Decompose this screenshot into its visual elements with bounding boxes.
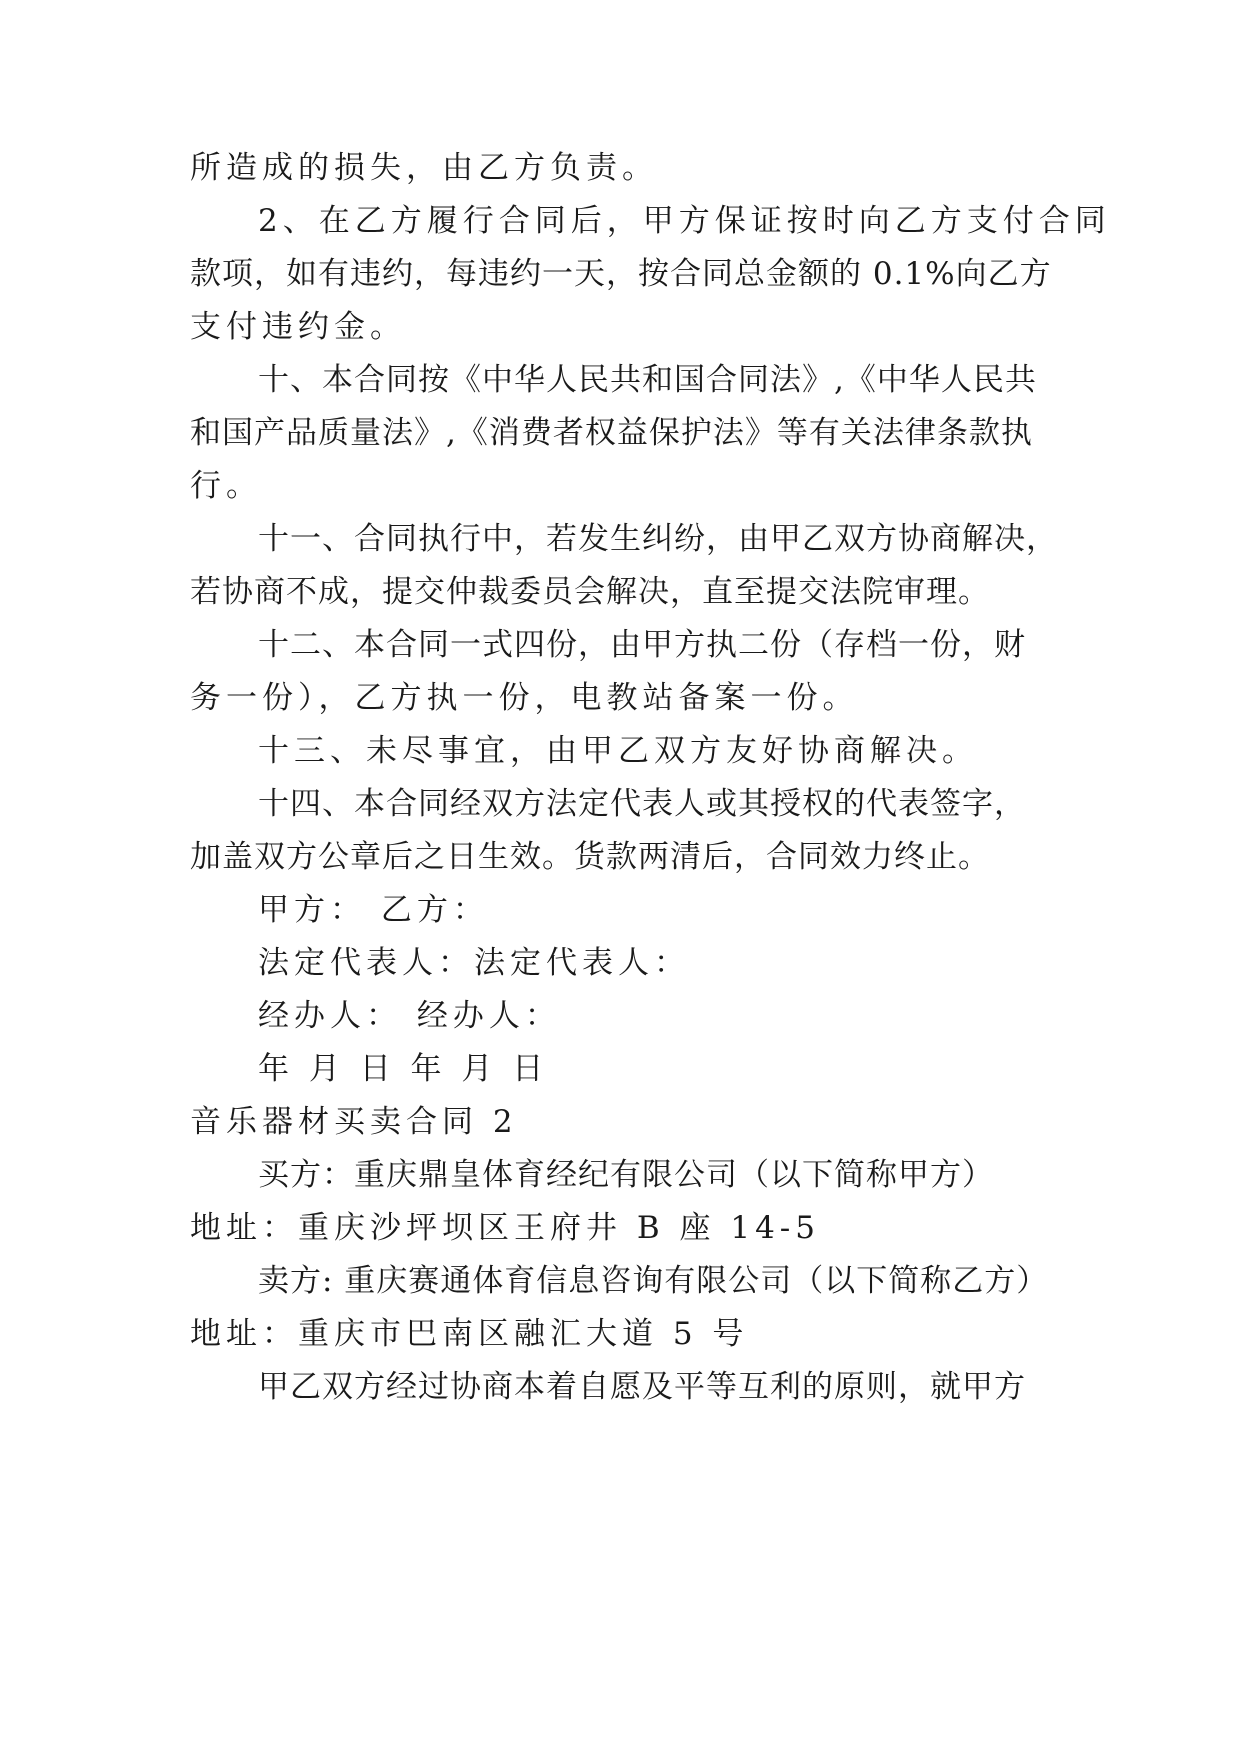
text-line: 所造成的损失，由乙方负责。	[190, 150, 658, 186]
text-line: 十一、合同执行中，若发生纠纷，由甲乙双方协商解决，	[258, 521, 1058, 557]
text-line: 行。	[190, 468, 262, 504]
buyer-line: 买方：重庆鼎皇体育经纪有限公司（以下简称甲方）	[258, 1157, 994, 1193]
text-line: 甲乙双方经过协商本着自愿及平等互利的原则，就甲方	[258, 1369, 1026, 1405]
text-line: 2、在乙方履行合同后，甲方保证按时向乙方支付合同	[258, 203, 1111, 239]
text-line: 十三、未尽事宜，由甲乙双方友好协商解决。	[258, 733, 978, 769]
text-line: 十四、本合同经双方法定代表人或其授权的代表签字，	[258, 786, 1026, 822]
text-line: 支付违约金。	[190, 309, 406, 345]
seller-address: 地址：重庆市巴南区融汇大道 5 号	[190, 1316, 749, 1352]
section-title: 音乐器材买卖合同 2	[190, 1104, 518, 1140]
text-line: 加盖双方公章后之日生效。货款两清后，合同效力终止。	[190, 839, 990, 875]
signature-line-date: 年 月 日 年 月 日	[258, 1051, 549, 1087]
text-line: 十、本合同按《中华人民共和国合同法》,《中华人民共	[258, 362, 1037, 398]
signature-line-party: 甲方： 乙方：	[258, 892, 489, 928]
text-line: 和国产品质量法》,《消费者权益保护法》等有关法律条款执	[190, 415, 1033, 451]
signature-line-representative: 法定代表人：法定代表人：	[258, 945, 690, 981]
text-line: 十二、本合同一式四份，由甲方执二份（存档一份，财	[258, 627, 1026, 663]
text-line: 款项，如有违约，每违约一天，按合同总金额的 0.1%向乙方	[190, 256, 1052, 292]
text-line: 务一份），乙方执一份，电教站备案一份。	[190, 680, 859, 716]
buyer-address: 地址：重庆沙坪坝区王府井 B 座 14-5	[190, 1210, 820, 1246]
signature-line-handler: 经办人： 经办人：	[258, 998, 561, 1034]
text-line: 若协商不成，提交仲裁委员会解决，直至提交法院审理。	[190, 574, 990, 610]
seller-line: 卖方: 重庆赛通体育信息咨询有限公司（以下简称乙方）	[258, 1263, 1049, 1299]
